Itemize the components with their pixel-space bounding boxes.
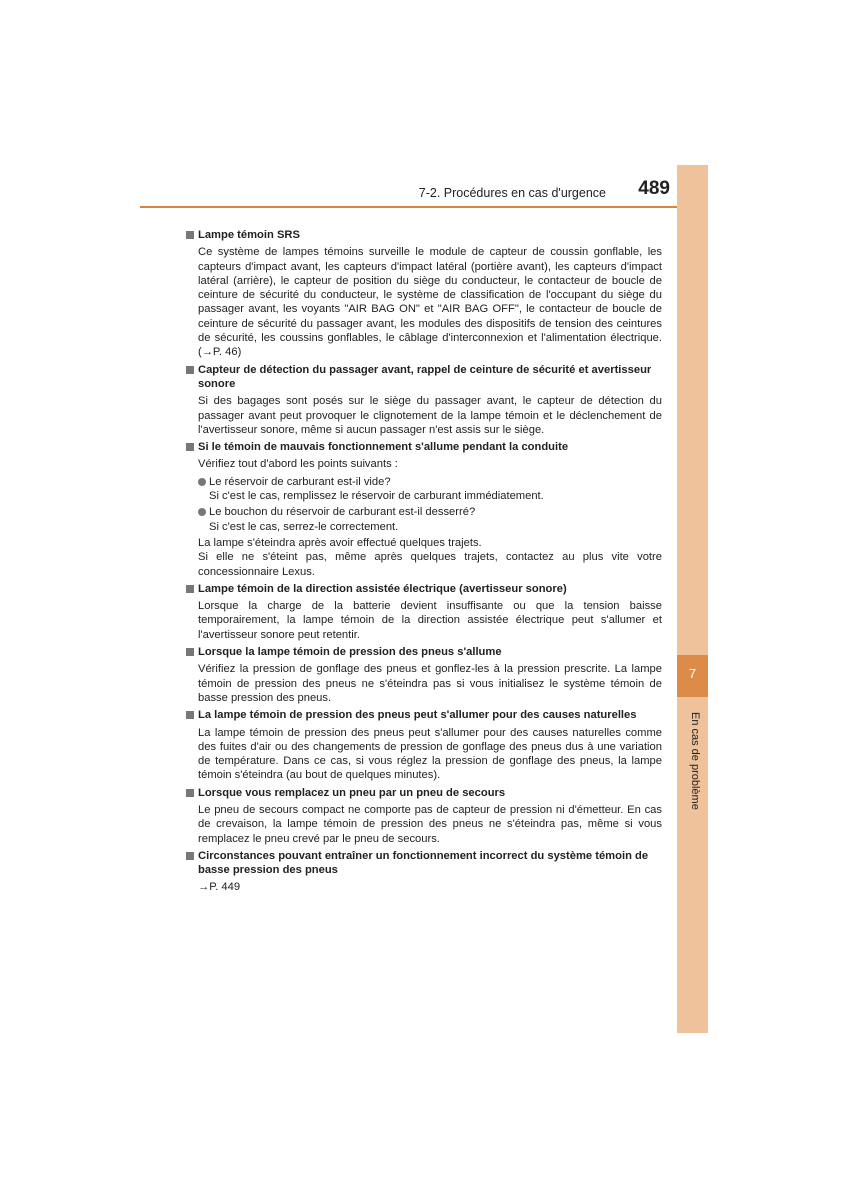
square-bullet-icon xyxy=(186,789,194,797)
section-heading: Lampe témoin de la direction assistée électrique (avertisseur sonore) xyxy=(186,582,662,596)
round-bullet-icon xyxy=(198,508,206,516)
square-bullet-icon xyxy=(186,711,194,719)
chapter-side-tab xyxy=(677,165,708,1033)
list-item: Le bouchon du réservoir de carburant est-il desserré? Si c'est le cas, serrez-le correctement. xyxy=(186,505,662,534)
section-incorrect-operation xyxy=(186,849,662,895)
section-outro: La lampe s'éteindra après avoir effectué quelques trajets. xyxy=(198,536,482,549)
section-paragraph: Le pneu de secours compact ne comporte pas de capteur de pression ni d'émetteur. En cas de crevaison, la lampe témoin de pression des pneus ne s'éteindra pas, même si vous remplacez le pneu crevé par le pneu de secours. xyxy=(198,803,662,845)
square-bullet-icon xyxy=(186,585,194,593)
section-heading: Si le témoin de mauvais fonctionnement s'allume pendant la conduite xyxy=(186,440,662,454)
chapter-number: 7 xyxy=(688,666,697,681)
section-heading: Capteur de détection du passager avant, rappel de ceinture de sécurité et avertisseur sonore xyxy=(186,363,662,392)
round-bullet-icon xyxy=(198,478,206,486)
section-tire-pressure-lamp xyxy=(186,645,662,705)
section-heading: Lorsque vous remplacez un pneu par un pneu de secours xyxy=(186,786,662,800)
section-heading: Lampe témoin SRS xyxy=(186,228,662,242)
section-heading: Circonstances pouvant entraîner un fonctionnement incorrect du système témoin de basse pression des pneus xyxy=(186,849,662,878)
section-title: 7-2. Procédures en cas d'urgence xyxy=(418,186,606,200)
section-srs-lamp xyxy=(186,228,662,360)
square-bullet-icon xyxy=(186,852,194,860)
page-header xyxy=(140,178,672,208)
section-paragraph: Lorsque la charge de la batterie devient insuffisante ou que la tension baisse temporairement, la lampe témoin de la direction assistée électrique peut s'allumer et l'avertisseur sonore peut retentir. xyxy=(198,600,662,641)
square-bullet-icon xyxy=(186,231,194,239)
page-content xyxy=(186,228,662,898)
section-heading: Lorsque la lampe témoin de pression des pneus s'allume xyxy=(186,645,662,659)
list-item: Le réservoir de carburant est-il vide? Si c'est le cas, remplissez le réservoir de carburant immédiatement. xyxy=(186,475,662,504)
header-rule xyxy=(140,206,677,208)
section-malfunction-indicator xyxy=(186,440,662,579)
section-spare-tire xyxy=(186,786,662,846)
section-paragraph: Vérifiez la pression de gonflage des pneus et gonflez-les à la pression prescrite. La lampe témoin de pression des pneus ne s'éteindra pas si vous initialisez le système témoin de basse pression des pneus. xyxy=(198,663,662,704)
section-paragraph: Ce système de lampes témoins surveille le module de capteur de coussin gonflable, les capteurs d'impact avant, les capteurs d'impact latéral (portière avant), les capteurs d'impact latéral (arrière), le capteur de position du siège du conducteur, le contacteur de boucle de ceinture de sécurité du conducteur, le système de classification de l'occupant du siège du passager avant, les voyants "AIR BAG ON" et "AIR BAG OFF", le contacteur de boucle de ceinture de sécurité du passager avant, les modules des dispositifs de tension des ceintures de sécurité, les coussins gonflables, le câblage d'interconnexion et l'alimentation électrique. (→P. 46) xyxy=(198,246,662,359)
section-power-steering xyxy=(186,582,662,642)
section-paragraph: Si des bagages sont posés sur le siège du passager avant, le capteur de détection du passager avant peut provoquer le clignotement de la lampe témoin et le déclenchement de l'avertisseur sonore, même si aucun passager n'est assis sur le siège. xyxy=(198,395,662,436)
section-passenger-sensor xyxy=(186,363,662,437)
square-bullet-icon xyxy=(186,648,194,656)
section-natural-causes xyxy=(186,708,662,782)
section-outro: Si elle ne s'éteint pas, même après quelques trajets, contactez au plus vite votre concessionnaire Lexus. xyxy=(198,551,662,578)
page-reference-link[interactable]: →P. 449 xyxy=(198,881,241,894)
square-bullet-icon xyxy=(186,366,194,374)
section-paragraph: La lampe témoin de pression des pneus peut s'allumer pour des causes naturelles comme des fuites d'air ou des changements de pression de gonflage des pneus dus à une variation de température. Dans ce cas, si vous réglez la pression de gonflage des pneus, la lampe témoin s'éteindra (au bout de quelques minutes). xyxy=(198,726,662,782)
page-number: 489 xyxy=(638,178,670,199)
section-heading: La lampe témoin de pression des pneus peut s'allumer pour des causes naturelles xyxy=(186,708,662,722)
chapter-label: En cas de problème xyxy=(689,712,701,810)
section-intro: Vérifiez tout d'abord les points suivants : xyxy=(198,458,398,471)
square-bullet-icon xyxy=(186,443,194,451)
